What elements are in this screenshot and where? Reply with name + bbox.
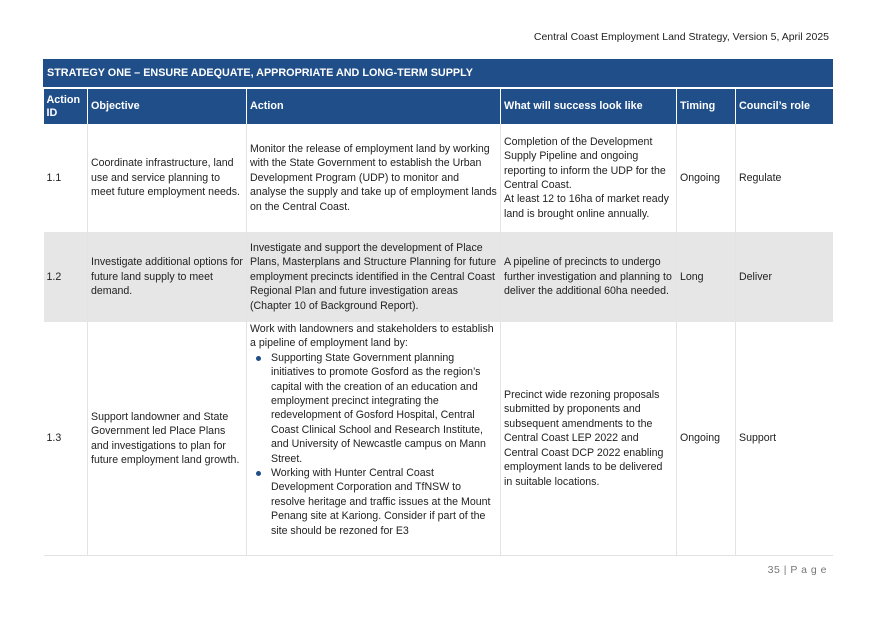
action-cell: Monitor the release of employment land by working with the State Government to establish the Urban Development Program (UDP) to monitor and analyse the supply and take up of employment lands on the Central Coast.: [247, 124, 501, 232]
timing-cell: Ongoing: [677, 322, 736, 556]
table-title: STRATEGY ONE – ENSURE ADEQUATE, APPROPRIATE AND LONG-TERM SUPPLY: [44, 60, 833, 89]
action-bullet-list: [250, 351, 497, 538]
action-intro: Work with landowners and stakeholders to establish a pipeline of employment land by:: [250, 323, 494, 350]
role-cell: Support: [739, 432, 777, 445]
column-header-success: What will success look like: [501, 88, 677, 124]
action-id-cell: 1.3: [44, 322, 88, 556]
page-number: 35 | P a g e: [767, 564, 827, 576]
objective-cell: Coordinate infrastructure, land use and service planning to meet future employment needs.: [88, 124, 247, 232]
bullet-item: Supporting State Government planning initiatives to promote Gosford as the region’s capital with the creation of an education and employment precinct integrating the redevelopment of Gosford Hospital, Central Coast Clinical School and Research Institute, and University of Newcastle campus on Mann Street.: [271, 351, 497, 466]
page-header: Central Coast Employment Land Strategy, Version 5, April 2025: [533, 31, 829, 43]
action-cell: [247, 322, 501, 556]
column-header-objective: Objective: [88, 88, 247, 124]
objective-cell: Investigate additional options for future land supply to meet demand.: [88, 232, 247, 322]
success-cell: A pipeline of precincts to undergo further investigation and planning to deliver the additional 60ha needed.: [501, 232, 677, 322]
table-row: [44, 232, 833, 322]
strategy-table: [43, 59, 833, 556]
role-cell: Regulate: [739, 171, 782, 184]
column-header-councils-role: Council’s role: [736, 88, 833, 124]
column-header-action: Action: [247, 88, 501, 124]
action-id-cell: 1.2: [44, 232, 88, 322]
timing-cell: Long: [677, 232, 736, 322]
success-text-2: At least 12 to 16ha of market ready land is brought online annually.: [504, 193, 669, 220]
column-header-action-id: Action ID: [44, 88, 88, 124]
success-cell: [501, 124, 677, 232]
objective-cell: Support landowner and State Government led Place Plans and investigations to plan for future employment land growth.: [88, 322, 247, 556]
role-cell: Deliver: [736, 232, 833, 322]
action-cell: Investigate and support the development of Place Plans, Masterplans and Structure Planning for future employment precincts identified in the Central Coast Regional Plan and future investigation areas (Chapter 10 of Background Report).: [247, 232, 501, 322]
column-header-timing: Timing: [677, 88, 736, 124]
table-row: [44, 124, 833, 232]
bullet-item: Working with Hunter Central Coast Development Corporation and TfNSW to resolve heritage and traffic issues at the Mount Penang site at Kariong. Consider if part of the site should be rezoned for E3: [271, 466, 497, 538]
success-cell: Precinct wide rezoning proposals submitted by proponents and subsequent amendments to the Central Coast LEP 2022 and Central Coast DCP 2022 enabling employment lands to be delivered in suitable locations.: [501, 322, 677, 556]
table-row: [44, 322, 833, 556]
success-text: Completion of the Development Supply Pipeline and ongoing reporting to inform the UDP for the Central Coast.: [504, 135, 666, 191]
action-id-cell: 1.1: [44, 124, 88, 232]
timing-cell: Ongoing: [677, 124, 736, 232]
